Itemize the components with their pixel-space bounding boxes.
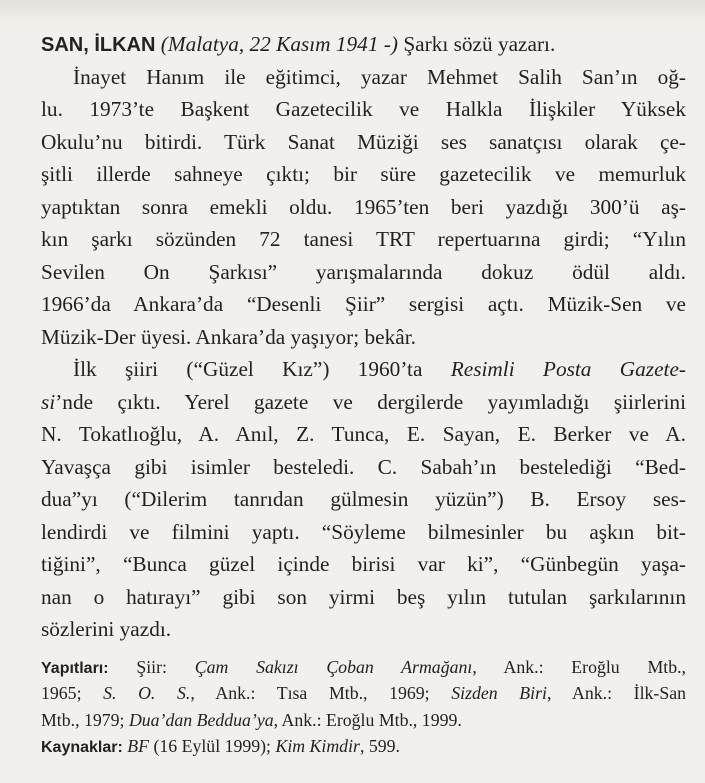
works-text: , Ank.: İlk-San bbox=[546, 683, 687, 703]
paragraph-text: ’nde çıktı. Yerel gazete ve dergilerde yayımladığı şiirlerini bbox=[55, 389, 686, 414]
sources-text: , 599. bbox=[359, 736, 400, 756]
sources-label: Kaynaklar: bbox=[41, 739, 123, 756]
paragraph-line: tiğini”, “Bunca güzel içinde birisi var ki”, “Günbegün yaşa- bbox=[41, 552, 686, 576]
entry-heading bbox=[41, 28, 686, 61]
paragraph-2 bbox=[41, 353, 686, 646]
works-section bbox=[41, 654, 686, 734]
paragraph-line: sözlerini yazdı. bbox=[41, 617, 172, 641]
paragraph-text: İlk şiiri (“Güzel Kız”) 1960’ta bbox=[73, 357, 451, 381]
paragraph-line: lu. 1973’te Başkent Gazetecilik ve Halkla İlişkiler Yüksek bbox=[41, 97, 686, 121]
previous-text-bleed bbox=[0, 0, 705, 24]
paragraph-line bbox=[41, 353, 686, 386]
paragraph-line: dua”yı (“Dilerim tanrıdan gülmesin yüzün”) B. Ersoy ses- bbox=[41, 487, 686, 511]
paragraph-line: yaptıktan sonra emekli oldu. 1965’ten beri yazdığı 300’ü aş- bbox=[41, 194, 686, 219]
paragraph-1 bbox=[41, 61, 686, 354]
paragraph-line: 1966’da Ankara’da “Desenli Şiir” sergisi açtı. Müzik-Sen ve bbox=[41, 292, 686, 316]
source-title: Kim Kimdir bbox=[275, 736, 360, 756]
paragraph-line: lendirdi ve filmini yaptı. “Söyleme bilmesinler bu aşkın bit- bbox=[41, 519, 686, 544]
paragraph-line: N. Tokatlıoğlu, A. Anıl, Z. Tunca, E. Sayan, E. Berker ve A. bbox=[41, 422, 686, 446]
sources-section bbox=[41, 733, 686, 760]
works-text: , Ank.: Eroğlu Mtb., bbox=[472, 656, 686, 677]
works-text: Mtb., 1979; bbox=[41, 709, 129, 730]
newspaper-title-end: si bbox=[41, 389, 56, 414]
works-text: , Ank.: Tısa Mtb., 1969; bbox=[190, 683, 452, 703]
entry-birth: (Malatya, 22 Kasım 1941 -) bbox=[160, 32, 398, 56]
works-line bbox=[41, 707, 686, 734]
works-label: Yapıtları: bbox=[41, 659, 109, 677]
encyclopedia-entry bbox=[41, 28, 686, 760]
paragraph-line: Okulu’nu bitirdi. Türk Sanat Müziği ses sanatçısı olarak çe- bbox=[41, 129, 686, 154]
work-title: S. O. S. bbox=[103, 683, 191, 703]
paragraph-line: kın şarkı sözünden 72 tanesi TRT repertuarına girdi; “Yılın bbox=[41, 227, 686, 251]
sources-line bbox=[41, 733, 686, 760]
paragraph-line: Sevilen On Şarkısı” yarışmalarında dokuz ödül aldı. bbox=[41, 259, 686, 284]
paragraph-line: şitli illerde sahneye çıktı; bir süre gazetecilik ve memurluk bbox=[41, 162, 686, 186]
paragraph-line: nan o hatırayı” gibi son yirmi beş yılın tutulan şarkılarının bbox=[41, 584, 686, 609]
works-text: Şiir: bbox=[108, 656, 195, 677]
entry-name: SAN, İLKAN bbox=[41, 34, 156, 56]
paragraph-line: Müzik-Der üyesi. Ankara’da yaşıyor; bekâr. bbox=[41, 324, 416, 349]
source-title: BF bbox=[127, 736, 150, 756]
newspaper-title: Resimli Posta Gazete- bbox=[450, 357, 686, 381]
work-title: Dua’dan Beddua’ya bbox=[128, 709, 274, 730]
paragraph-line: Yavaşça gibi isimler besteledi. C. Sabah’ın bestelediği “Bed- bbox=[41, 454, 686, 479]
work-title: Çam Sakızı Çoban Armağanı bbox=[194, 656, 473, 677]
entry-role: Şarkı sözü yazarı. bbox=[403, 32, 556, 56]
works-line bbox=[41, 680, 686, 707]
works-text: 1965; bbox=[41, 683, 104, 703]
work-title: Sizden Biri bbox=[451, 683, 547, 703]
paragraph-line: İnayet Hanım ile eğitimci, yazar Mehmet Salih San’ın oğ- bbox=[73, 64, 686, 89]
paragraph-line bbox=[41, 386, 686, 419]
sources-text: (16 Eylül 1999); bbox=[149, 736, 276, 756]
works-line bbox=[41, 654, 686, 681]
section-gap bbox=[41, 646, 686, 654]
works-text: , Ank.: Eroğlu Mtb., 1999. bbox=[273, 709, 462, 730]
